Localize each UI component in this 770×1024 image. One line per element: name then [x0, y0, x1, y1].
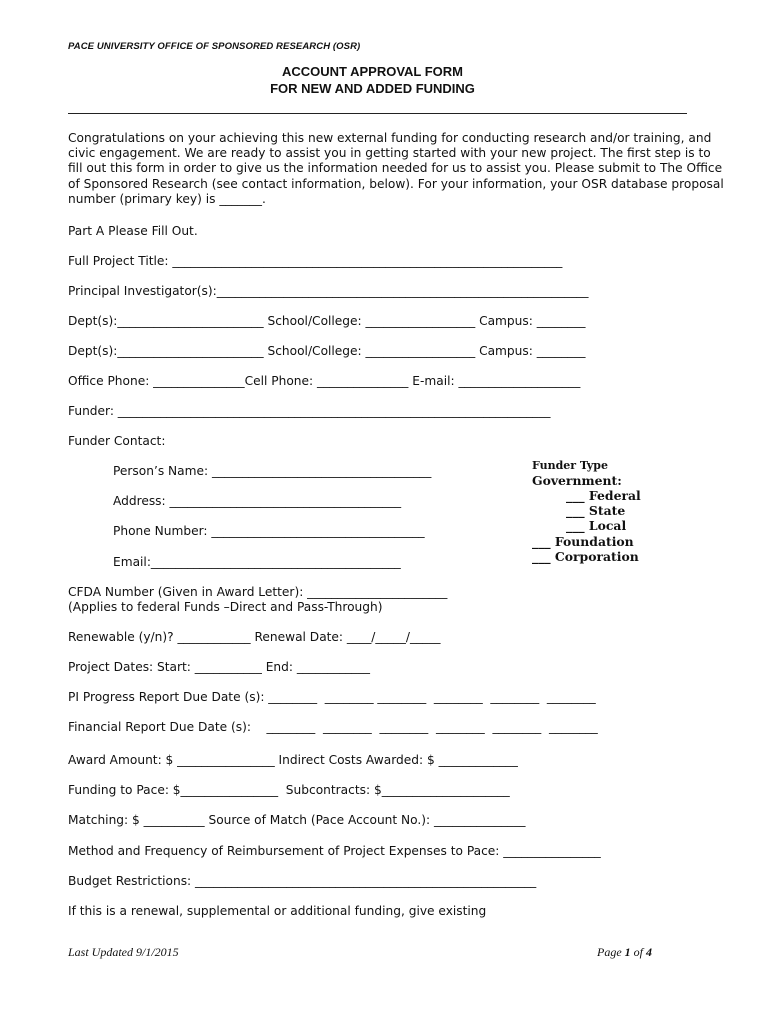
- intro-paragraph: Congratulations on your achieving this new external funding for conducting research and/or training, and civic engagement. We are ready to assist you in getting started with your new project. The first step is to fill out this form in order to give us the information needed for us to assist you. Please submit to The Office of Sponsored Research (see contact information, below). For your information, your OSR database proposal number (primary key) is _______.: [68, 131, 724, 206]
- office-header: PACE UNIVERSITY OFFICE OF SPONSORED RESEARCH (OSR): [68, 41, 361, 52]
- funder-type-corporation[interactable]: ___ Corporation: [532, 549, 639, 564]
- reimbursement-method-field[interactable]: Method and Frequency of Reimbursement of Project Expenses to Pace: ________________: [68, 844, 601, 858]
- principal-investigator-field[interactable]: Principal Investigator(s):_____________________________________________________________: [68, 284, 589, 298]
- form-title-line1: ACCOUNT APPROVAL FORM: [281, 64, 464, 79]
- page-prefix: Page: [597, 945, 625, 959]
- funder-contact-label: Funder Contact:: [68, 434, 166, 448]
- funding-to-pace-row[interactable]: Funding to Pace: $________________ Subcontracts: $_____________________: [68, 783, 510, 797]
- page-indicator: [597, 945, 652, 960]
- address-field[interactable]: Address: ______________________________________: [113, 494, 402, 508]
- funder-type-foundation[interactable]: ___ Foundation: [532, 534, 634, 549]
- full-project-title-field[interactable]: Full Project Title: ________________________________________________________________: [68, 254, 563, 268]
- funder-type-federal[interactable]: ___ Federal: [566, 488, 641, 503]
- project-dates-row[interactable]: Project Dates: Start: ___________ End: ____________: [68, 660, 370, 674]
- funder-type-state[interactable]: ___ State: [566, 503, 626, 518]
- cfda-number-field[interactable]: CFDA Number (Given in Award Letter): _______________________: [68, 585, 448, 599]
- financial-report-row[interactable]: Financial Report Due Date (s): ________ ________ ________ ________ ________ ________: [68, 720, 598, 734]
- cfda-note: (Applies to federal Funds –Direct and Pass-Through): [68, 600, 383, 614]
- part-a-heading: Part A Please Fill Out.: [68, 224, 198, 238]
- funder-type-local[interactable]: ___ Local: [566, 518, 627, 533]
- matching-row[interactable]: Matching: $ __________ Source of Match (Pace Account No.): _______________: [68, 813, 526, 827]
- renewable-row[interactable]: Renewable (y/n)? ____________ Renewal Date: ____/_____/_____: [68, 630, 441, 644]
- person-name-field[interactable]: Person’s Name: ____________________________________: [113, 464, 432, 478]
- dept-school-campus-row-2[interactable]: Dept(s):________________________ School/College: __________________ Campus: ________: [68, 344, 586, 358]
- title-divider: [68, 113, 687, 114]
- funder-field[interactable]: Funder: _______________________________________________________________________: [68, 404, 551, 418]
- funder-type-title: Funder Type: [532, 459, 608, 472]
- pi-progress-report-row[interactable]: PI Progress Report Due Date (s): ________ ________ ________ ________ ________ ________: [68, 690, 596, 704]
- phone-number-field[interactable]: Phone Number: ___________________________________: [113, 524, 425, 538]
- renewal-instructions: If this is a renewal, supplemental or additional funding, give existing: [68, 904, 487, 918]
- last-updated: Last Updated 9/1/2015: [68, 945, 179, 959]
- award-amount-row[interactable]: Award Amount: $ ________________ Indirect Costs Awarded: $ _____________: [68, 753, 518, 767]
- page-of: of: [630, 945, 646, 959]
- phone-email-row[interactable]: Office Phone: _______________Cell Phone: _______________ E-mail: ____________________: [68, 374, 581, 388]
- page-total: 4: [646, 945, 652, 959]
- form-title-line2: FOR NEW AND ADDED FUNDING: [270, 81, 475, 96]
- budget-restrictions-field[interactable]: Budget Restrictions: ________________________________________________________: [68, 874, 537, 888]
- email-field[interactable]: Email:_________________________________________: [113, 555, 401, 569]
- page-number: 1: [624, 945, 631, 959]
- dept-school-campus-row-1[interactable]: Dept(s):________________________ School/College: __________________ Campus: ________: [68, 314, 586, 328]
- funder-type-government: Government:: [532, 473, 622, 488]
